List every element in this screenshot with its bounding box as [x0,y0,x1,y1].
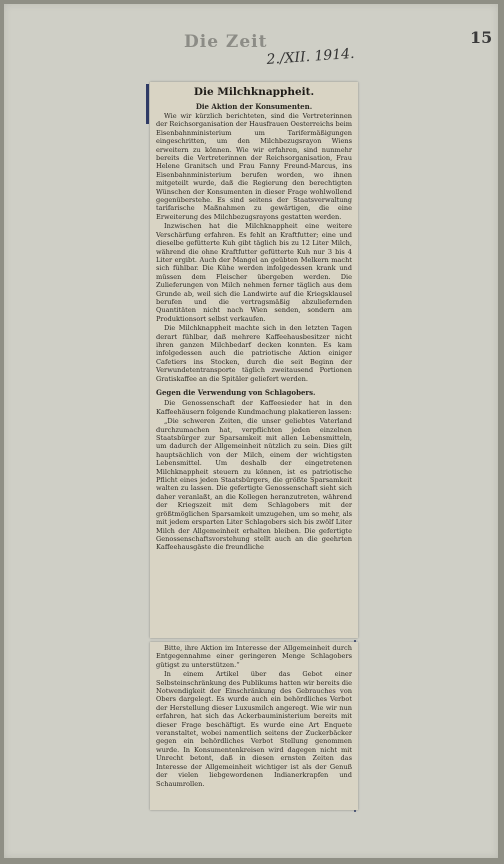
article-paragraph: Wie wir kürzlich berichteten, sind die Vertreterinnen der Reichsorganisation der Hausfrauen Oesterreichs beim Eisenbahnministerium um Tarifermäßigungen eingeschritten, um den Milchbezugsrayon Wiens erweitern zu können. Wie wir erfahren, sind nunmehr bereits die Vertreterinnen der Reichsorganisation, Frau Helene Granitsch und Frau Fanny Freund-Marcus, ins Eisenbahnministerium berufen worden, wo ihnen mitgeteilt wurde, daß die Regierung den berechtigten Wünschen der Konsumenten in dieser Frage wohlwollend gegenüberstehe. Es sind seitens der Staatsverwaltung tarifarische Maßnahmen zu gewärtigen, die eine Erweiterung des Milchbezugsrayons gestatten werden. [156,112,352,221]
margin-marking [146,84,149,124]
article-paragraph: Inzwischen hat die Milchknappheit eine weitere Verschärfung erfahren. Es fehlt an Kraftfutter; eine und dieselbe gefütterte Kuh gibt täglich bis zu 12 Liter Milch, während die ohne Kraftfutter gefütterte Kuh nur 3 bis 4 Liter ergibt. Auch der Mangel an geübten Melkern macht sich fühlbar. Die Kühe werden infolgedessen krank und müssen dem Fleischer übergeben werden. Die Zulieferungen von Milch nehmen ferner täglich aus dem Grunde ab, weil sich die Landwirte auf die Kriegsklausel berufen und die vertragsmäßig abzuliefernden Quantitäten nicht nach Wien senden, sondern am Produktionsort selbst verkaufen. [156,222,352,323]
article-paragraph: „Die schweren Zeiten, die unser geliebtes Vaterland durchzumachen hat, verpflichten jeden einzelnen Staatsbürger zur Sparsamkeit mit allen Lebensmitteln, um dadurch der Allgemeinheit nützlich zu sein. Dies gilt hauptsächlich von der Milch, einem der wichtigsten Lebensmittel. Um deshalb der eingetretenen Milchknappheit steuern zu können, ist es patriotische Pflicht eines jeden Staatsbürgers, die größte Sparsamkeit walten zu lassen. Die gefertigte Genossenschaft sieht sich daher veranlaßt, an die Kollegen heranzutreten, während der Kriegszeit mit dem Schlagobers mit der größtmöglichen Sparsamkeit umzugehen, um so mehr, als mit jedem ersparten Liter Schlagobers sich bis zwölf Liter Milch der Allgemeinheit erhalten bleiben. Die gefertigte Genossenschaftsvorstehung stellt auch an die geehrten Kaffeehausgäste die freundliche [156,417,352,552]
page-number: 15 [470,28,493,47]
newspaper-clipping-continuation [150,642,358,810]
article-paragraph: Bitte, ihre Aktion im Interesse der Allgemeinheit durch Entgegennahme einer geringeren Menge Schlagobers gütigst zu unterstützen.“ [156,644,352,669]
article-title: Die Milchknappheit. [193,86,315,98]
article-paragraph: Die Genossenschaft der Kaffeesieder hat in den Kaffeehäusern folgende Kundmachung plakatieren lassen: [156,399,352,416]
article-paragraph: In einem Artikel über das Gebot einer Selbsteinschränkung des Publikums hatten wir bereits die Notwendigkeit der Einschränkung des Gebrauches von Obers dargelegt. Es wurde auch ein behördliches Verbot der Herstellung dieser Luxusmilch angeregt. Wie wir nun erfahren, hat sich das Ackerbauministerium bereits mit dieser Frage beschäftigt. Es wurde eine Art Enquete veranstaltet, wobei namentlich seitens der Zuckerbäcker gegen ein behördliches Verbot Stellung genommen wurde. In Konsumentenkreisen wird dagegen nicht mit Unrecht betont, daß in diesen ernsten Zeiten das Interesse der Allgemeinheit wichtiger ist als der Genuß der vielen liebgewordenen Indianerkrapfen und Schaumrollen. [156,670,352,788]
newspaper-name: Die Zeit [184,32,268,52]
article-paragraph: Die Milchknappheit machte sich in den letzten Tagen derart fühlbar, daß mehrere Kaffeehausbesitzer nicht ihren ganzen Milchbedarf decken konnten. Es kam infolgedessen auch die patriotische Aktion einiger Cafetiers ins Stocken, durch die seit Beginn der Verwundetentransporte täglich zweitausend Portionen Gratiskaffee an die Spitäler geliefert werden. [156,324,352,383]
article-subtitle: Die Aktion der Konsumenten. [195,102,313,111]
section-heading: Gegen die Verwendung von Schlagobers. [156,388,316,397]
handwritten-date: 2./XII. 1914. [266,45,355,68]
newspaper-clipping [150,82,358,638]
